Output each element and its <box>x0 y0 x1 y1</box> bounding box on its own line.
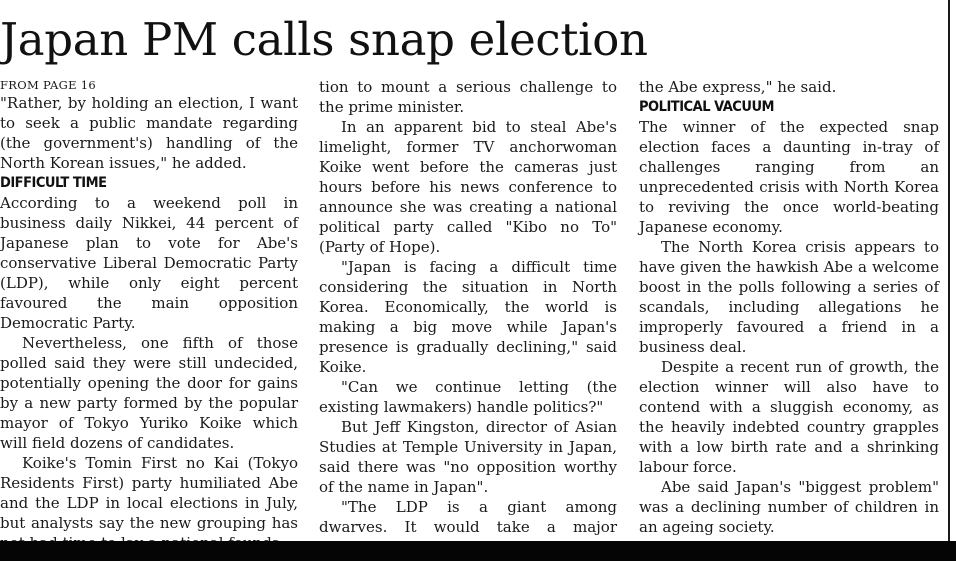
headline: Japan PM calls snap election <box>0 13 648 66</box>
paragraph: "Japan is facing a difficult time considering the situation in North Korea. Economically, the world is making a big move while Japan's presence is gradually declining," said Koike. <box>319 258 617 376</box>
subheading: DIFFICULT TIME <box>0 175 107 191</box>
paragraph: "Rather, by holding an election, I want to seek a public mandate regarding (the government's) handling of the North Korean issues," he added. <box>0 94 298 172</box>
paragraph: But Jeff Kingston, director of Asian Studies at Temple University in Japan, said there was "no opposition worthy of the name in Japan". <box>319 418 617 496</box>
paragraph: "Can we continue letting (the existing lawmakers) handle politics?" <box>319 378 617 416</box>
paragraph: Abe said Japan's "biggest problem" was a declining number of children in an ageing society. <box>639 478 939 536</box>
paragraph-split-2: "The LDP is a giant among dwarves. It would take a major <box>319 498 617 536</box>
jump-line: FROM PAGE 16 <box>0 78 96 92</box>
article-column-1 <box>0 77 298 553</box>
paragraph: The winner of the expected snap election faces a daunting in-tray of challenges ranging from an unprecedented crisis with North Korea to reviving the once world-beating Japanese economy. <box>639 118 939 236</box>
scan-edge-bar <box>0 541 956 561</box>
paragraph-split: Koike's Tomin First no Kai (Tokyo Residents First) party humiliated Abe and the LDP in local elections in July, but analysts say the new grouping has <box>0 454 298 532</box>
paragraph-continued: the Abe express," he said. <box>639 78 837 96</box>
paragraph: Nevertheless, one fifth of those polled said they were still undecided, potentially opening the door for gains by a new party formed by the popular mayor of Tokyo Yuriko Koike which will field dozens of candidates. <box>0 334 298 452</box>
paragraph: According to a weekend poll in business daily Nikkei, 44 percent of Japanese plan to vote for Abe's conservative Liberal Democratic Party (LDP), while only eight percent favoured the main opposition Democratic Party. <box>0 194 298 332</box>
article-column-2 <box>319 77 617 557</box>
article-column-3 <box>639 77 939 537</box>
paragraph: The North Korea crisis appears to have given the hawkish Abe a welcome boost in the polls following a series of scandals, including allegations he improperly favoured a friend in a business deal. <box>639 238 939 356</box>
paragraph: In an apparent bid to steal Abe's limelight, former TV anchorwoman Koike went before the cameras just hours before his news conference to announce she was creating a national political party called "Kibo no To" (Party of Hope). <box>319 118 617 256</box>
paragraph-continued: tion to mount a serious challenge to the prime minister. <box>319 78 617 116</box>
paragraph: Despite a recent run of growth, the election winner will also have to contend with a sluggish economy, as the heavily indebted country grapples with a low birth rate and a shrinking labour force. <box>639 358 939 476</box>
column-rule <box>948 0 950 548</box>
subheading: POLITICAL VACUUM <box>639 99 775 115</box>
